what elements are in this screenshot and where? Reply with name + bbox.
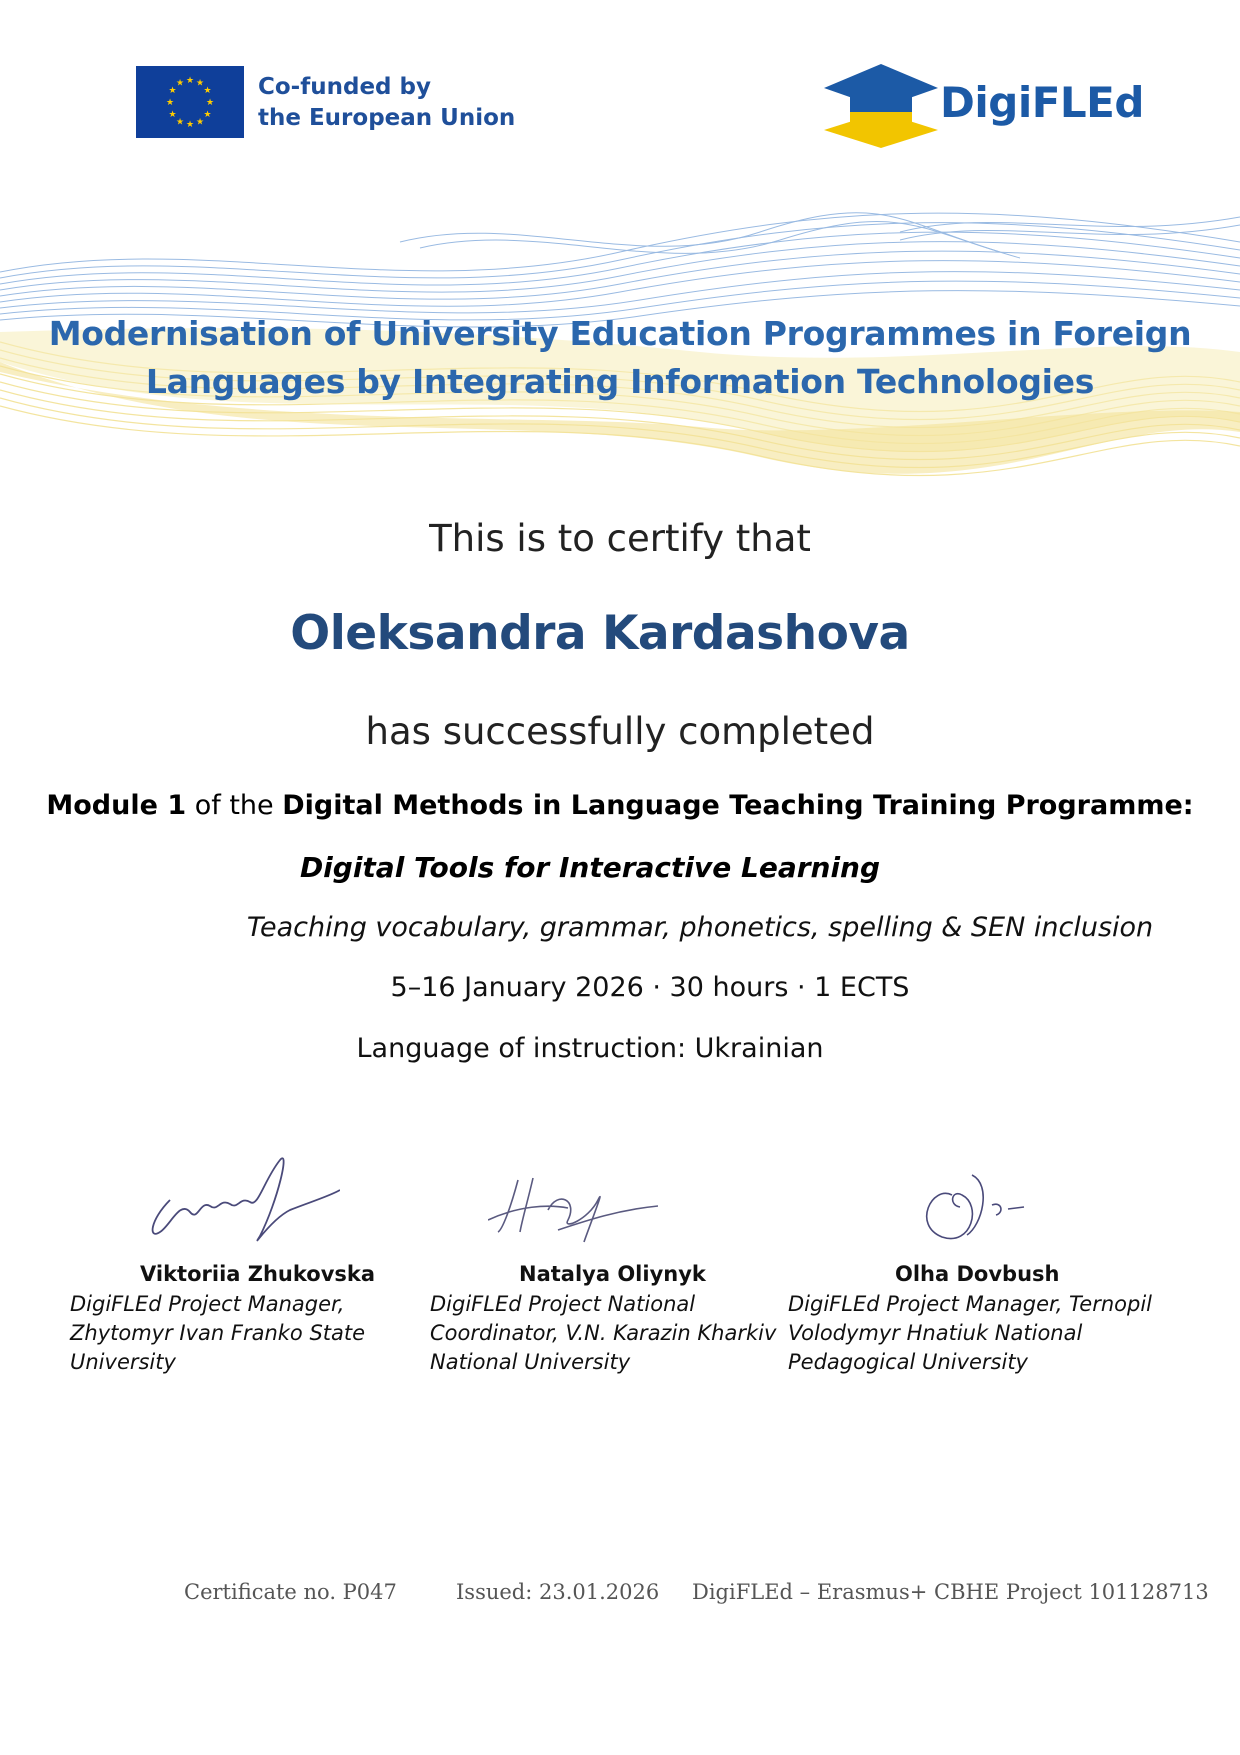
svg-text:★: ★ — [185, 76, 195, 86]
signatory-name: Olha Dovbush — [895, 1262, 1060, 1286]
svg-text:★: ★ — [165, 98, 175, 108]
svg-text:★: ★ — [203, 86, 212, 96]
signatory-role-line: DigiFLEd Project Manager, Ternopil — [788, 1292, 1152, 1316]
module-label: Module 1 — [46, 790, 187, 821]
project-reference: DigiFLEd – Erasmus+ CBHE Project 101128713 — [692, 1580, 1209, 1604]
signatory-role-line: National University — [430, 1350, 631, 1374]
signatory-role-line: University — [70, 1350, 176, 1374]
certificate-number: Certificate no. P047 — [184, 1580, 397, 1604]
signature-dovbush — [912, 1165, 1032, 1245]
eu-text-line1: Co-funded by — [258, 74, 431, 100]
svg-text:★: ★ — [203, 110, 212, 120]
signatory-role — [70, 1290, 365, 1377]
svg-text:★: ★ — [168, 110, 177, 120]
signatory-role — [788, 1290, 1152, 1377]
instruction-language: Language of instruction: Ukrainian — [356, 1033, 824, 1064]
signatory-role-line: DigiFLEd Project National — [430, 1292, 696, 1316]
signatory-name: Viktoriia Zhukovska — [140, 1262, 376, 1286]
graduation-cap-icon — [822, 60, 940, 150]
module-subtitle: Digital Tools for Interactive Learning — [299, 851, 881, 884]
eu-cofunded-text — [258, 72, 518, 134]
signatory-role-line: Zhytomyr Ivan Franko State — [70, 1321, 366, 1345]
signatory-role-line: DigiFLEd Project Manager, — [70, 1292, 345, 1316]
signatory-role-line: Pedagogical University — [788, 1350, 1028, 1374]
recipient-name: Oleksandra Kardashova — [290, 606, 910, 661]
eu-flag-icon — [136, 66, 244, 138]
svg-text:★: ★ — [175, 78, 185, 89]
digifled-logo-text: DigiFLEd — [940, 78, 1144, 127]
project-title-line2: Languages by Integrating Information Technologies — [145, 362, 1095, 401]
issue-date: Issued: 23.01.2026 — [456, 1580, 660, 1604]
certify-intro: This is to certify that — [429, 517, 811, 560]
project-title-line1: Modernisation of University Education Programmes in Foreign — [48, 314, 1192, 353]
signatory-role-line: Coordinator, V.N. Karazin Kharkiv — [430, 1321, 777, 1345]
project-title — [0, 310, 1240, 406]
svg-text:★: ★ — [205, 98, 215, 108]
dates-hours: 5–16 January 2026 · 30 hours · 1 ECTS — [390, 972, 910, 1003]
completed-text: has successfully completed — [365, 710, 875, 753]
svg-text:★: ★ — [195, 78, 205, 89]
svg-text:★: ★ — [168, 86, 177, 96]
svg-text:★: ★ — [175, 117, 185, 128]
signature-oliynyk — [488, 1170, 658, 1250]
signatory-name: Natalya Oliynyk — [519, 1262, 706, 1286]
programme-name: Digital Methods in Language Teaching Training Programme: — [282, 790, 1194, 821]
eu-text-line2: the European Union — [258, 105, 516, 131]
svg-text:★: ★ — [185, 120, 195, 130]
module-line — [0, 790, 1240, 821]
module-of-the: of the — [186, 790, 283, 821]
signatory-role-line: Volodymyr Hnatiuk National — [788, 1321, 1083, 1345]
signatory-role — [430, 1290, 776, 1377]
signature-zhukovska — [140, 1140, 340, 1250]
module-topics: Teaching vocabulary, grammar, phonetics, spelling & SEN inclusion — [246, 912, 1154, 943]
svg-text:★: ★ — [195, 117, 205, 128]
